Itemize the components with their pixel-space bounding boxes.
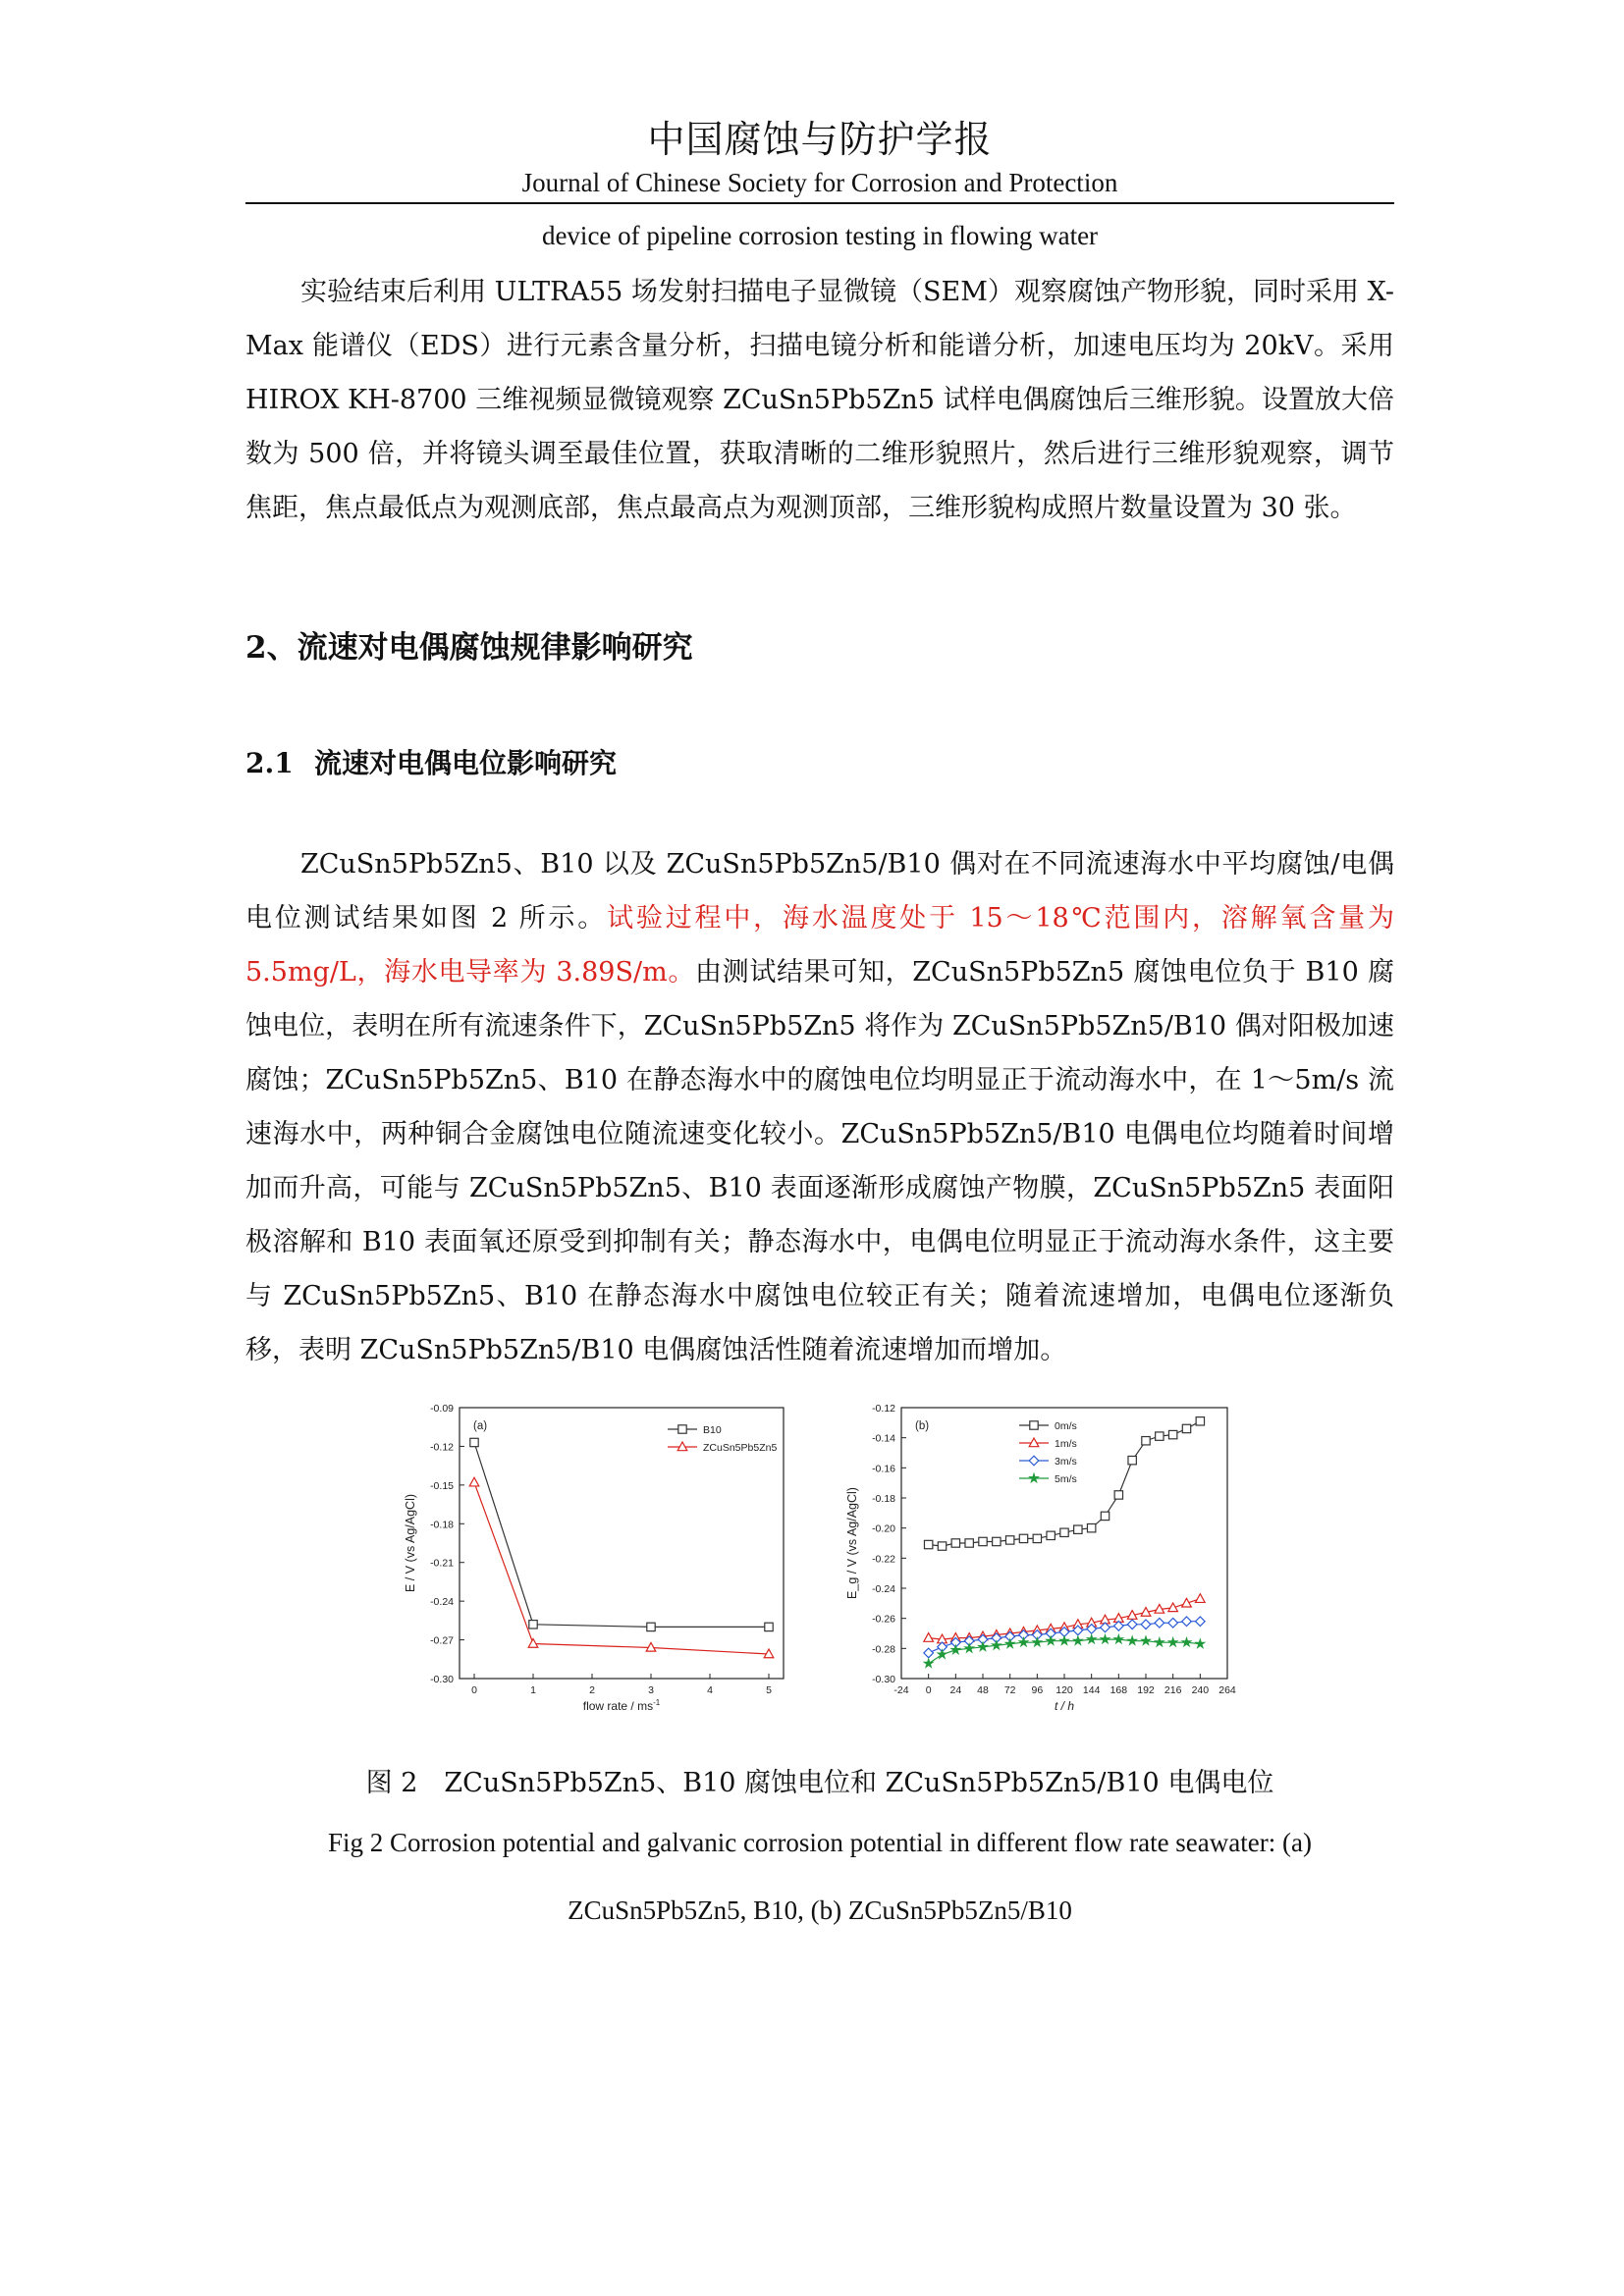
x-tick-label-b: 240 xyxy=(1191,1684,1210,1696)
y-tick-label-b: -0.16 xyxy=(872,1463,895,1475)
legend-swatch-marker xyxy=(1029,1473,1039,1482)
journal-title-en: Journal of Chinese Society for Corrosion and Protection xyxy=(521,168,1118,197)
legend-entry: 5m/s xyxy=(1055,1473,1077,1485)
data-point-0ms xyxy=(965,1539,973,1547)
x-tick-label-b: 264 xyxy=(1218,1684,1236,1696)
data-point-3ms xyxy=(1182,1617,1192,1627)
data-point-0ms xyxy=(1114,1491,1122,1499)
data-point-0ms xyxy=(1142,1437,1150,1445)
data-point-0ms xyxy=(1168,1430,1176,1438)
y-tick-label-b: -0.18 xyxy=(872,1493,895,1505)
series-line-zcusn5pb5zn5 xyxy=(474,1482,769,1654)
data-point-0ms xyxy=(1196,1417,1204,1425)
data-point-0ms xyxy=(979,1537,987,1545)
data-point-3ms xyxy=(1168,1618,1178,1628)
data-point-0ms xyxy=(1005,1536,1013,1544)
data-point-3ms xyxy=(1101,1623,1110,1632)
data-point-0ms xyxy=(993,1537,1001,1545)
y-tick-label-b: -0.30 xyxy=(872,1674,895,1685)
section-2-1-number: 2.1 xyxy=(245,747,294,779)
paragraph-methods-text: 实验结束后利用 ULTRA55 场发射扫描电子显微镜（SEM）观察腐蚀产物形貌，同时采用 X-Max 能谱仪（EDS）进行元素含量分析，扫描电镜分析和能谱分析，加速电压均为 20kV。采用 HIROX KH-8700 三维视频显微镜观察 ZCuSn5Pb5Zn5 试样电偶腐蚀后三维形貌。设置放大倍数为 500 倍，并将镜头调至最佳位置，获取清晰的二维形貌照片，然后进行三维形貌观察，调节焦距，焦点最低点为观测底部，焦点最高点为观测顶部，三维形貌构成照片数量设置为 30 张。 xyxy=(245,277,1394,523)
y-tick-label-a: -0.15 xyxy=(430,1479,454,1492)
x-tick-label-b: 216 xyxy=(1164,1684,1182,1696)
data-point-5ms xyxy=(1046,1636,1056,1645)
data-point-5ms xyxy=(1101,1634,1110,1643)
data-point-5ms xyxy=(1168,1637,1178,1646)
x-tick-label-b: 24 xyxy=(949,1684,962,1696)
data-point-b10 xyxy=(470,1438,478,1446)
legend-swatch-marker xyxy=(1030,1421,1038,1429)
x-tick-label-b: 168 xyxy=(1110,1684,1128,1696)
x-tick-label-a: 0 xyxy=(471,1684,477,1696)
section-2-1-heading xyxy=(245,746,617,781)
x-tick-label-b: 144 xyxy=(1082,1684,1101,1696)
y-tick-label-b: -0.22 xyxy=(872,1553,895,1566)
legend-swatch-marker xyxy=(678,1425,686,1433)
data-point-b10 xyxy=(647,1623,655,1630)
y-tick-label-a: -0.21 xyxy=(430,1557,454,1570)
journal-header xyxy=(245,116,1394,200)
x-tick-label-b: 72 xyxy=(1003,1684,1016,1696)
chart-panel-a xyxy=(404,1403,784,1713)
data-point-0ms xyxy=(1128,1456,1136,1464)
y-tick-label-b: -0.12 xyxy=(872,1403,895,1415)
data-point-zcusn5pb5zn5 xyxy=(528,1639,538,1648)
header-rule xyxy=(245,202,1394,204)
data-point-5ms xyxy=(1033,1637,1043,1646)
data-point-3ms xyxy=(1114,1622,1124,1631)
chart-panel-b xyxy=(845,1403,1236,1713)
y-tick-label-b: -0.24 xyxy=(872,1583,895,1595)
panel-label-a: (a) xyxy=(473,1420,488,1432)
data-point-b10 xyxy=(765,1623,773,1630)
data-point-5ms xyxy=(978,1642,988,1651)
x-tick-label-a: 5 xyxy=(766,1684,772,1696)
section-2-heading: 2、流速对电偶腐蚀规律影响研究 xyxy=(245,630,693,666)
data-point-3ms xyxy=(1155,1618,1164,1628)
paragraph-results-text-b: 由测试结果可知，ZCuSn5Pb5Zn5 腐蚀电位负于 B10 腐蚀电位，表明在所有流速条件下，ZCuSn5Pb5Zn5 将作为 ZCuSn5Pb5Zn5/B10 偶对阳极加速腐蚀；ZCuSn5Pb5Zn5、B10 在静态海水中的腐蚀电位均明显正于流动海水中，在 1～5m/s 流速海水中，两种铜合金腐蚀电位随流速变化较小。ZCuSn5Pb5Zn5/B10 电偶电位均随着时间增加而升高，可能与 ZCuSn5Pb5Zn5、B10 表面逐渐形成腐蚀产物膜，ZCuSn5Pb5Zn5 表面阳极溶解和 B10 表面氧还原受到抑制有关；静态海水中，电偶电位明显正于流动海水条件，这主要与 ZCuSn5Pb5Zn5、B10 在静态海水中腐蚀电位较正有关；随着流速增加，电偶电位逐渐负移，表明 ZCuSn5Pb5Zn5/B10 电偶腐蚀活性随着流速增加而增加。 xyxy=(245,957,1395,1365)
y-tick-label-a: -0.24 xyxy=(430,1596,454,1609)
y-tick-label-b: -0.26 xyxy=(872,1613,895,1626)
legend-entry: 3m/s xyxy=(1055,1456,1077,1468)
data-point-0ms xyxy=(1047,1531,1055,1539)
x-tick-label-a: 4 xyxy=(707,1684,713,1696)
data-point-0ms xyxy=(1101,1512,1109,1520)
data-point-5ms xyxy=(1182,1637,1192,1646)
y-axis-label-b: E_g / V (vs Ag/AgCl) xyxy=(845,1487,859,1599)
x-axis-label-b: t / h xyxy=(1054,1699,1075,1713)
paragraph-results-highlight: 试验过程中，海水温度处于 15～18℃范围内，溶解氧含量为 5.5mg/L，海水电导率为 3.89S/m。 xyxy=(245,903,1394,988)
data-point-5ms xyxy=(1073,1636,1083,1645)
legend-entry: 0m/s xyxy=(1055,1420,1077,1432)
y-tick-label-b: -0.20 xyxy=(872,1522,895,1535)
y-tick-label-a: -0.30 xyxy=(430,1674,454,1685)
data-point-5ms xyxy=(1005,1639,1015,1648)
previous-figure-caption-tail: device of pipeline corrosion testing in flowing water xyxy=(541,221,1099,250)
x-tick-label-a: 3 xyxy=(648,1684,654,1696)
figure-caption-cn: 图 2 ZCuSn5Pb5Zn5、B10 腐蚀电位和 ZCuSn5Pb5Zn5/B10 电偶电位 xyxy=(365,1768,1274,1798)
legend-entry: B10 xyxy=(703,1424,722,1436)
x-tick-label-a: 1 xyxy=(530,1684,536,1696)
x-tick-label-b: 120 xyxy=(1056,1684,1073,1696)
data-point-5ms xyxy=(1155,1637,1164,1646)
x-tick-label-a: 2 xyxy=(589,1684,595,1696)
data-point-1ms xyxy=(924,1633,934,1642)
legend-entry: 1m/s xyxy=(1055,1438,1077,1450)
data-point-zcusn5pb5zn5 xyxy=(469,1477,479,1486)
figure-caption-en-line2: ZCuSn5Pb5Zn5, B10, (b) ZCuSn5Pb5Zn5/B10 xyxy=(568,1896,1072,1925)
data-point-5ms xyxy=(951,1645,961,1654)
y-tick-label-a: -0.12 xyxy=(430,1441,454,1454)
paragraph-results xyxy=(245,837,1394,1377)
data-point-5ms xyxy=(964,1643,974,1652)
data-point-0ms xyxy=(1156,1432,1164,1440)
legend-entry: ZCuSn5Pb5Zn5 xyxy=(703,1442,778,1454)
data-point-0ms xyxy=(1182,1424,1190,1432)
y-tick-label-a: -0.09 xyxy=(430,1403,454,1415)
x-tick-label-b: -24 xyxy=(893,1684,909,1696)
data-point-3ms xyxy=(1127,1620,1137,1629)
figure-2-charts xyxy=(403,1394,1237,1718)
data-point-5ms xyxy=(1114,1634,1124,1643)
x-tick-label-b: 96 xyxy=(1031,1684,1044,1696)
data-point-0ms xyxy=(924,1540,932,1548)
data-point-b10 xyxy=(529,1621,537,1629)
data-point-3ms xyxy=(1141,1620,1151,1629)
paragraph-methods xyxy=(245,265,1394,535)
figure-2 xyxy=(403,1394,1237,1718)
data-point-5ms xyxy=(992,1640,1001,1649)
data-point-0ms xyxy=(1019,1534,1027,1542)
figure-caption-en-line1: Fig 2 Corrosion potential and galvanic corrosion potential in different flow rate seawater: (a) xyxy=(328,1828,1312,1857)
data-point-0ms xyxy=(1087,1523,1095,1531)
x-tick-label-b: 0 xyxy=(925,1684,932,1696)
data-point-0ms xyxy=(938,1542,946,1550)
section-2-1-title: 流速对电偶电位影响研究 xyxy=(314,747,618,779)
data-point-3ms xyxy=(1196,1617,1206,1627)
data-point-5ms xyxy=(1141,1636,1151,1645)
data-point-5ms xyxy=(1059,1636,1069,1645)
data-point-5ms xyxy=(1087,1634,1097,1643)
x-tick-label-b: 48 xyxy=(977,1684,989,1696)
data-point-0ms xyxy=(1033,1534,1041,1542)
legend-swatch-marker xyxy=(677,1442,687,1451)
y-tick-label-b: -0.28 xyxy=(872,1643,895,1656)
y-axis-label-a: E / V (vs Ag/AgCl) xyxy=(404,1493,417,1593)
data-point-5ms xyxy=(1127,1636,1137,1645)
journal-title-cn: 中国腐蚀与防护学报 xyxy=(647,118,993,161)
y-tick-label-a: -0.27 xyxy=(430,1634,454,1647)
paragraph-results-text-a: ZCuSn5Pb5Zn5、B10 以及 ZCuSn5Pb5Zn5/B10 偶对在不同流速海水中平均腐蚀/电偶电位测试结果如图 2 所示。 xyxy=(245,849,1394,934)
data-point-3ms xyxy=(924,1648,934,1658)
data-point-1ms xyxy=(1196,1594,1206,1603)
data-point-5ms xyxy=(1196,1639,1206,1648)
legend-swatch-marker xyxy=(1029,1456,1039,1466)
panel-label-b: (b) xyxy=(915,1420,930,1432)
data-point-0ms xyxy=(1074,1525,1082,1533)
series-line-b10 xyxy=(474,1443,769,1628)
y-tick-label-a: -0.18 xyxy=(430,1519,454,1531)
x-tick-label-b: 192 xyxy=(1137,1684,1155,1696)
data-point-0ms xyxy=(951,1539,959,1547)
y-tick-label-b: -0.14 xyxy=(872,1432,895,1445)
data-point-5ms xyxy=(924,1659,934,1668)
data-point-0ms xyxy=(1060,1528,1068,1536)
data-point-5ms xyxy=(1019,1637,1029,1646)
x-axis-label-a: flow rate / $ms^{-1}$ xyxy=(582,1698,661,1713)
legend-swatch-marker xyxy=(1029,1438,1039,1447)
